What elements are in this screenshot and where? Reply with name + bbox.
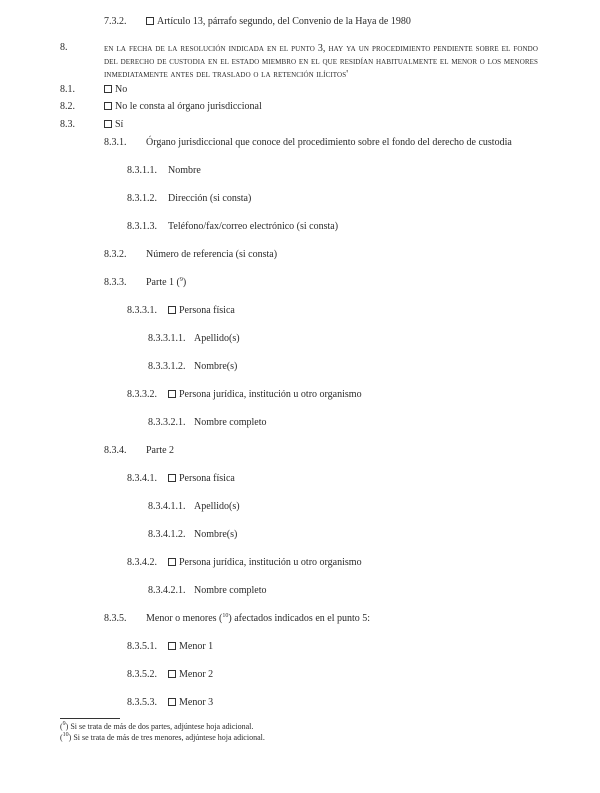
item-number: 8.3.5.1. [127,641,157,652]
item-text: Parte 2 [146,445,175,456]
item-text: Artículo 13, párrafo segundo, del Convenio de la Haya de 1980 [157,16,411,27]
item-number: 8.3.4.2. [127,557,157,568]
item-text: Nombre completo [194,585,267,596]
item-number: 8.3.1.2. [127,193,157,204]
item-number: 8.3.5. [104,613,127,624]
item-text: Menor 1 [179,641,214,652]
item-text: Dirección (si consta) [168,193,252,204]
item-text: Nombre(s) [194,361,238,372]
checkbox[interactable] [168,390,176,398]
item-text: Apellido(s) [194,501,240,512]
item-number: 8.3.4.1. [127,473,157,484]
item-number: 8.3.4. [104,445,127,456]
item-number: 8.3.5.3. [127,697,157,708]
footnote-text: Si se trata de más de tres menores, adjúntese hoja adicional. [73,733,265,742]
footnote-divider [60,718,120,719]
item-text: Sí [115,119,124,130]
item-number: 8.3.3.1.1. [148,333,186,344]
item-text: Parte 1 [146,277,175,288]
item-number: 8.3.3.1. [127,305,157,316]
footnote-mark: 9 [62,721,66,727]
item-number: 8.3.3.2.1. [148,417,186,428]
footnote-text: Si se trata de más de dos partes, adjúntese hoja adicional. [70,722,254,731]
checkbox[interactable] [168,698,176,706]
checkbox[interactable] [146,17,154,25]
item-text: Teléfono/fax/correo electrónico (si consta) [168,221,339,232]
item-text: Nombre(s) [194,529,238,540]
footnote-mark: 10 [62,732,69,738]
item-text: Menor 2 [179,669,214,680]
item-text: Persona física [179,473,235,484]
item-number: 8.2. [60,101,75,112]
item-number: 8.3.1.3. [127,221,157,232]
item-text: Número de referencia (si consta) [146,249,278,260]
item-text-before: Menor o menores [146,613,217,624]
item-text: Nombre completo [194,417,267,428]
checkbox[interactable] [168,642,176,650]
item-text: Persona física [179,305,235,316]
item-text: Menor 3 [179,697,214,708]
item-text: Persona jurídica, institución u otro organismo [179,557,362,568]
item-number: 8.3.3. [104,277,127,288]
item-number: 8.3.5.2. [127,669,157,680]
footnote-9: ($^9$) Si se trata de más de dos partes, adjúntese hoja adicional. [60,721,254,731]
item-text: Órgano jurisdiccional que conoce del procedimiento sobre el fondo del derecho de custodia [146,137,512,148]
checkbox[interactable] [168,558,176,566]
checkbox[interactable] [168,306,176,314]
footnote-ref[interactable]: 9 [179,277,183,283]
item-number: 8.3.4.1.2. [148,529,186,540]
item-text: Persona jurídica, institución u otro organismo [179,389,362,400]
item-text: No le consta al órgano jurisdiccional [115,101,262,112]
footnote-10: ($^{10}$) Si se trata de más de tres menores, adjúntese hoja adicional. [60,732,265,742]
item-number: 8.3.3.2. [127,389,157,400]
checkbox[interactable] [168,670,176,678]
item-number: 8.3.3.1.2. [148,361,186,372]
item-text-after: afectados indicados en el punto 5: [234,613,371,624]
item-number: 8. [60,42,68,53]
item-number: 8.3.1.1. [127,165,157,176]
checkbox[interactable] [168,474,176,482]
item-number: 8.3. [60,119,75,130]
item-number: 8.3.4.2.1. [148,585,186,596]
section-8-heading: en la fecha de la resolución indicada en el punto 3, hay ya un procedimiento pendiente sobre el fondo del derecho de custodia en el estado miembro en el que residían habitualmente el menor o los menores inmediatamente antes del traslado o la retención ilícitos' [104,43,538,80]
item-text: Apellido(s) [194,333,240,344]
item-number: 7.3.2. [104,16,127,27]
item-text: Nombre [168,165,201,176]
checkbox[interactable] [104,102,112,110]
item-number: 8.3.1. [104,137,127,148]
checkbox[interactable] [104,85,112,93]
item-number: 8.3.4.1.1. [148,501,186,512]
checkbox[interactable] [104,120,112,128]
item-text: No [115,84,128,95]
item-number: 8.1. [60,84,75,95]
footnote-ref[interactable]: 10 [222,613,229,619]
item-number: 8.3.2. [104,249,127,260]
